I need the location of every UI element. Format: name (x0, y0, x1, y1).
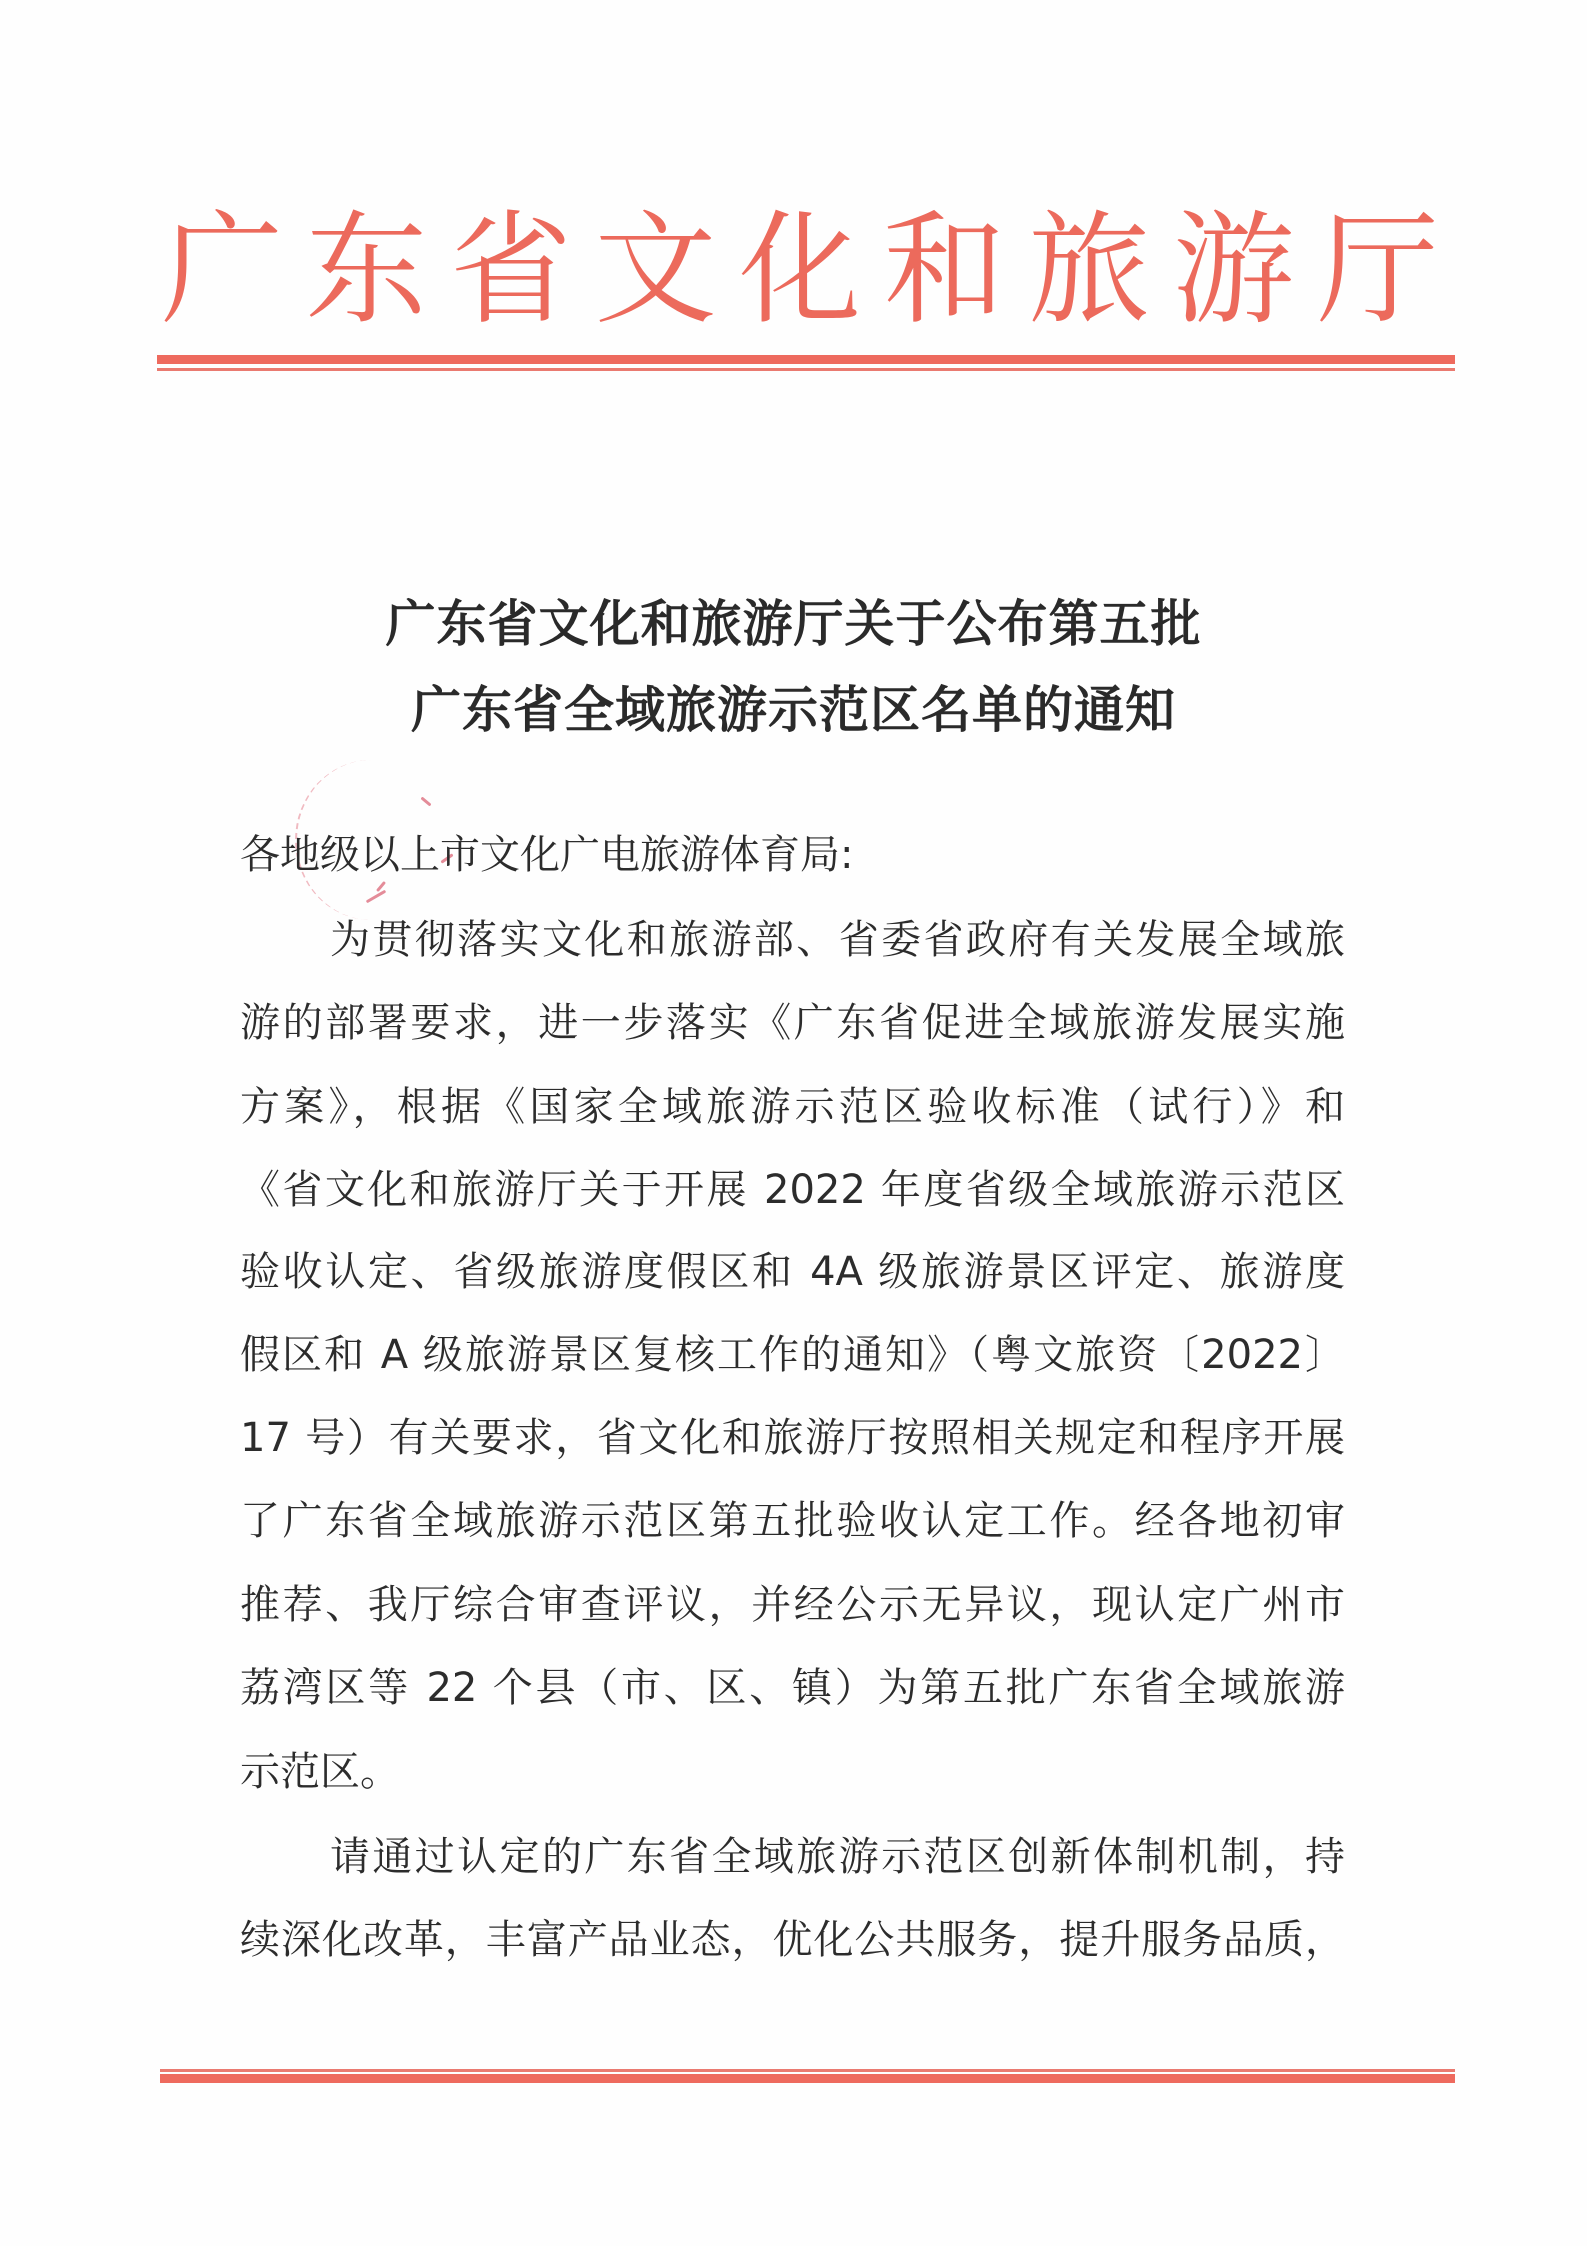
stamp-mark (366, 890, 387, 904)
salutation: 各地级以上市文化广电旅游体育局: (240, 832, 854, 878)
masthead-char: 化 (739, 199, 861, 341)
body-line: 为贯彻落实文化和旅游部、省委省政府有关发展全域旅 (330, 917, 1345, 963)
body-line: 验收认定、省级旅游度假区和 4A 级旅游景区评定、旅游度 (240, 1249, 1345, 1295)
masthead-char: 旅 (1028, 199, 1150, 341)
body-line: 请通过认定的广东省全域旅游示范区创新体制机制，持 (330, 1834, 1345, 1880)
masthead-char: 东 (305, 199, 428, 341)
body-line: 方案》，根据《国家全域旅游示范区验收标准（试行）》和 (240, 1084, 1345, 1130)
masthead-title (150, 195, 1450, 345)
document-title-line-2: 广东省全域旅游示范区名单的通知 (411, 680, 1176, 739)
masthead-char: 文 (594, 199, 717, 341)
body-line: 荔湾区等 22 个县（市、区、镇）为第五批广东省全域旅游 (240, 1665, 1345, 1711)
masthead-rule-thick (157, 355, 1455, 364)
body-line: 游的部署要求，进一步落实《广东省促进全域旅游发展实施 (240, 1000, 1345, 1046)
masthead-char: 广 (161, 199, 283, 341)
footer-rule-thick (160, 2074, 1455, 2083)
body-line: 示范区。 (240, 1749, 400, 1795)
body-line: 推荐、我厅综合审查评议，并经公示无异议，现认定广州市 (240, 1582, 1345, 1628)
document-title-line-1: 广东省文化和旅游厅关于公布第五批 (385, 594, 1202, 653)
masthead-char: 厅 (1317, 199, 1439, 341)
masthead-rule-thin (157, 368, 1455, 371)
masthead-char: 和 (883, 199, 1006, 341)
body-line: 《省文化和旅游厅关于开展 2022 年度省级全域旅游示范区 (240, 1167, 1345, 1213)
stamp-mark (420, 796, 431, 806)
masthead-char: 游 (1172, 199, 1295, 341)
masthead-char: 省 (450, 199, 572, 341)
body-line: 续深化改革，丰富产品业态，优化公共服务，提升服务品质， (240, 1917, 1345, 1963)
footer-rule-thin (160, 2069, 1455, 2072)
body-line: 假区和 A 级旅游景区复核工作的通知》（粤文旅资〔2022〕 (240, 1332, 1345, 1378)
body-line: 17 号）有关要求，省文化和旅游厅按照相关规定和程序开展 (240, 1415, 1345, 1461)
body-line: 了广东省全域旅游示范区第五批验收认定工作。经各地初审 (240, 1498, 1345, 1544)
